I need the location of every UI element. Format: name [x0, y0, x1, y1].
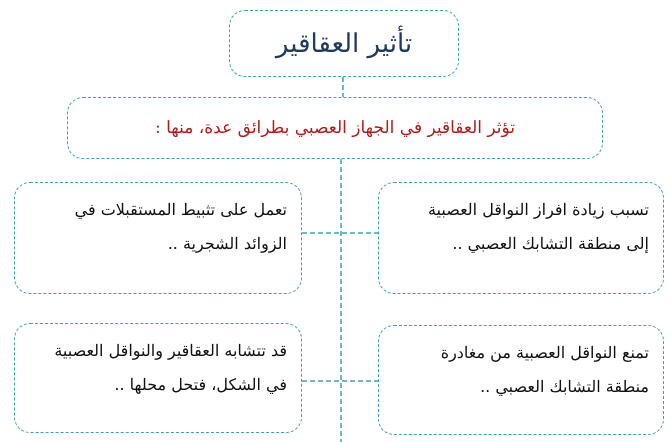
title-box	[229, 10, 459, 77]
effect-box-mimic-shape	[14, 323, 302, 433]
effect-text: تمنع النواقل العصبية من مغادرة منطقة التشابك العصبي ..	[440, 343, 649, 396]
effect-box-increase-release	[378, 182, 664, 294]
effect-box-inhibit-receptors	[14, 182, 302, 294]
diagram-title: تأثير العقاقير	[275, 28, 413, 59]
effect-box-prevent-leaving	[378, 325, 664, 435]
intro-box	[67, 97, 603, 159]
intro-text: تؤثر العقاقير في الجهاز العصبي بطرائق عدة، منها :	[154, 118, 516, 138]
effect-text: تسبب زيادة افراز النواقل العصبية إلى منطقة التشابك العصبي ..	[427, 200, 649, 253]
effect-text: تعمل على تثبيط المستقبلات في الزوائد الشجرية ..	[74, 200, 287, 253]
effect-text: قد تتشابه العقاقير والنواقل العصبية في الشكل، فتحل محلها ..	[54, 341, 287, 394]
